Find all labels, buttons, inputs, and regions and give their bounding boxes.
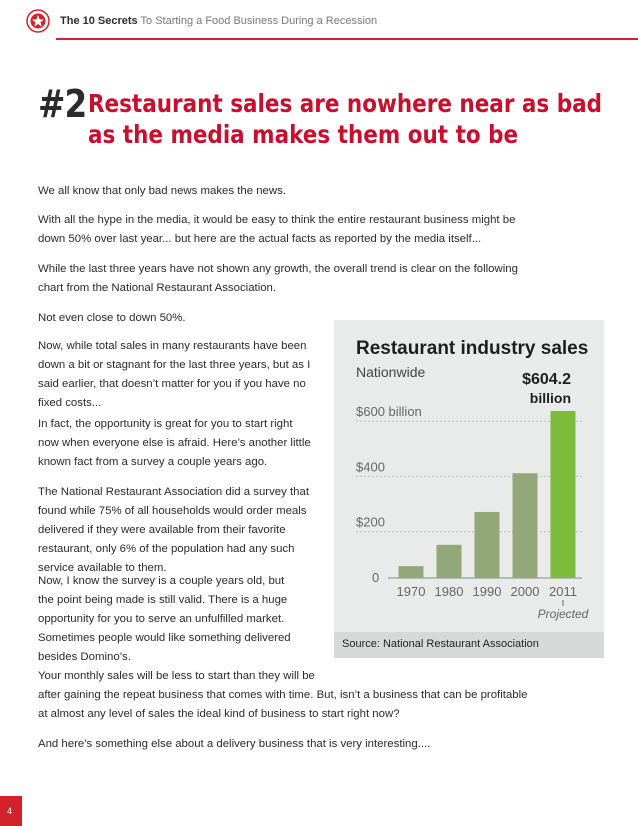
paragraph-7: [38, 483, 322, 578]
paragraph-line: Your monthly sales will be less to start than they will be: [38, 670, 315, 682]
paragraph-line: fixed costs...: [38, 397, 102, 409]
bar-2011: [551, 411, 576, 578]
section-title: [88, 88, 602, 150]
annotation-unit: billion: [529, 390, 571, 406]
paragraph-line: besides Domino’s.: [38, 651, 131, 663]
paragraph-line: Now, while total sales in many restaurants have been: [38, 340, 307, 352]
bar-1990: [475, 512, 500, 578]
paragraph-line: down a bit or stagnant for the last three years, but as I: [38, 359, 311, 371]
paragraph-line: While the last three years have not shown any growth, the overall trend is clear on the following: [38, 263, 518, 275]
paragraph-3: [38, 260, 598, 298]
paragraph-line: down 50% over last year... but here are the actual facts as reported by the media itself...: [38, 233, 482, 245]
paragraph-9: [38, 667, 598, 724]
page-number: 4: [7, 806, 13, 816]
header-title: [60, 15, 377, 27]
paragraph-10: And here’s something else about a delivery business that is very interesting....: [38, 738, 431, 750]
chart-source-bar: [334, 632, 604, 658]
logo-icon: [26, 9, 50, 33]
paragraph-line: With all the hype in the media, it would be easy to think the entire restaurant business might be: [38, 214, 516, 226]
section-number: #2: [38, 82, 87, 126]
paragraph-line: after gaining the repeat business that comes with time. But, isn’t a business that can be profitable: [38, 689, 528, 701]
projected-label: Projected: [537, 607, 589, 621]
section-title-line2: as the media makes them out to be: [88, 120, 519, 149]
paragraph-2: [38, 211, 598, 249]
header-title-strong: The 10 Secrets: [60, 15, 138, 27]
paragraph-line: known fact from a survey a couple years ago.: [38, 456, 268, 468]
paragraph-5: [38, 337, 322, 413]
y-tick-label: $400: [356, 459, 385, 475]
x-tick-label: 1980: [434, 584, 464, 599]
paragraph-line: Now, I know the survey is a couple years old, but: [38, 575, 285, 587]
paragraph-line: delivered if they were available from their favorite: [38, 524, 286, 536]
paragraph-line: restaurant, only 6% of the population had any such: [38, 543, 295, 555]
paragraph-line: the point being made is still valid. There is a huge: [38, 594, 288, 606]
paragraph-line: opportunity for you to serve an unfulfilled market.: [38, 613, 285, 625]
paragraph-1: We all know that only bad news makes the news.: [38, 185, 286, 197]
paragraph-line: In fact, the opportunity is great for you to start right: [38, 418, 293, 430]
y-tick-label: $600 billion: [356, 404, 422, 420]
y-tick-label: 0: [372, 570, 380, 585]
paragraph-line: chart from the National Restaurant Association.: [38, 282, 277, 294]
header-rule: [56, 38, 638, 40]
chart-subtitle: Nationwide: [356, 364, 426, 380]
paragraph-line: found while 75% of all households would order meals: [38, 505, 307, 517]
x-tick-label: 1990: [472, 584, 502, 599]
paragraph-4: Not even close to down 50%.: [38, 312, 186, 324]
page-number-tab: [0, 796, 22, 826]
x-tick-label: 2011: [549, 584, 577, 599]
chart-source: Source: National Restaurant Association: [342, 638, 539, 650]
section-title-line1: Restaurant sales are nowhere near as bad: [88, 89, 602, 118]
page-header: [0, 0, 638, 44]
chart-title: Restaurant industry sales: [356, 338, 589, 359]
annotation-value: $604.2: [522, 371, 571, 388]
bar-1980: [437, 545, 462, 578]
paragraph-line: The National Restaurant Association did a survey that: [38, 486, 309, 498]
header-title-rest: To Starting a Food Business During a Recession: [137, 15, 378, 27]
x-tick-label: 1970: [396, 584, 426, 599]
restaurant-sales-chart: [334, 320, 604, 632]
bar-1970: [399, 566, 424, 578]
paragraph-line: at almost any level of sales the ideal kind of business to start right now?: [38, 708, 400, 720]
paragraph-line: service available to them.: [38, 562, 167, 574]
paragraph-8: [38, 572, 322, 667]
paragraph-6: [38, 415, 322, 472]
paragraph-line: now when everyone else is afraid. Here’s another little: [38, 437, 311, 449]
chart-figure: [334, 320, 604, 658]
x-tick-label: 2000: [510, 584, 540, 599]
bar-2000: [513, 473, 538, 578]
paragraph-line: said earlier, that doesn’t matter for you if you have no: [38, 378, 306, 390]
y-tick-label: $200: [356, 514, 385, 530]
paragraph-line: Sometimes people would like something delivered: [38, 632, 291, 644]
